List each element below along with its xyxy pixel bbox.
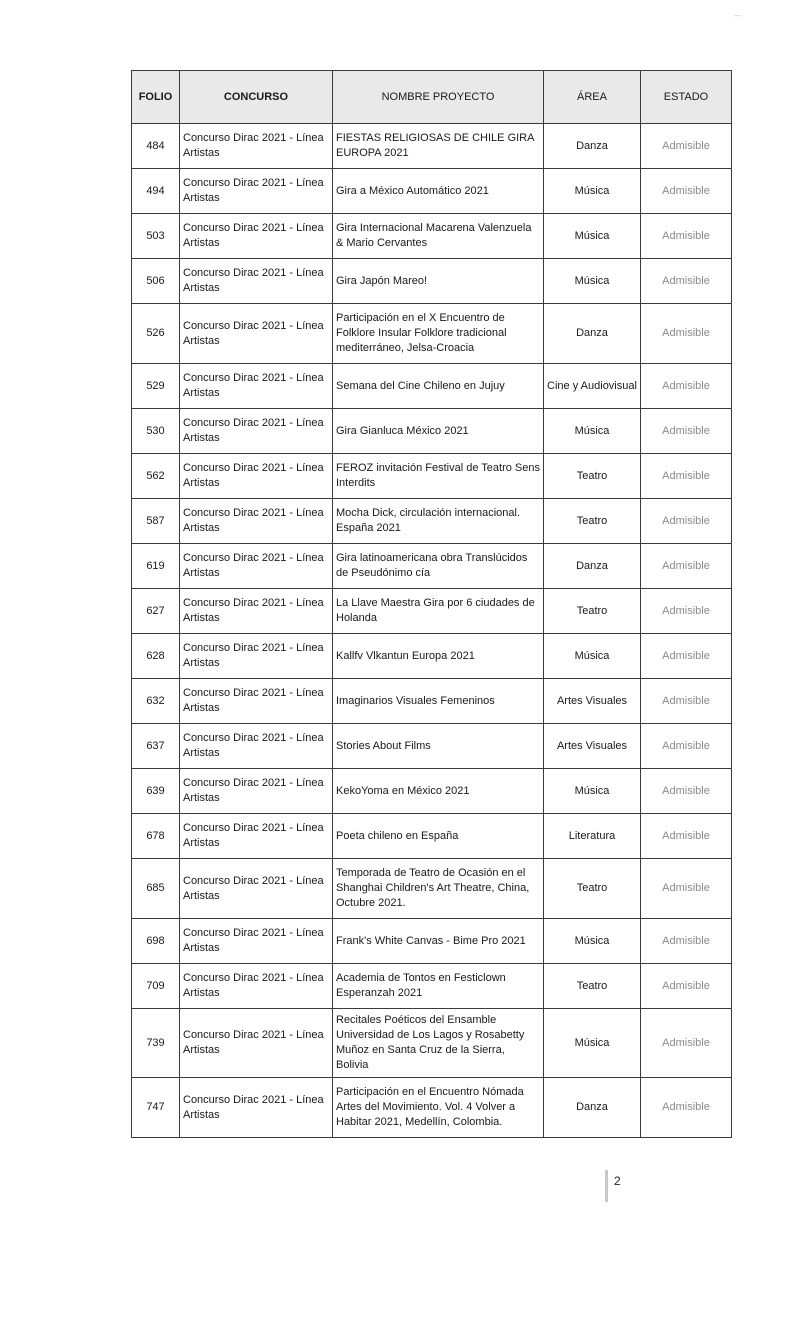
- cell-folio: 526: [132, 304, 180, 364]
- cell-estado: Admisible: [641, 1078, 732, 1138]
- cell-folio: 484: [132, 124, 180, 169]
- cell-nombre: Gira Japón Mareo!: [333, 259, 544, 304]
- cell-concurso: Concurso Dirac 2021 - Línea Artistas: [180, 499, 333, 544]
- table-row: [132, 454, 732, 499]
- page-number: 2: [614, 1174, 621, 1188]
- cell-estado: Admisible: [641, 124, 732, 169]
- cell-concurso: Concurso Dirac 2021 - Línea Artistas: [180, 1009, 333, 1078]
- cell-area: Música: [544, 409, 641, 454]
- cell-area: Danza: [544, 1078, 641, 1138]
- cell-concurso: Concurso Dirac 2021 - Línea Artistas: [180, 544, 333, 589]
- cell-nombre: Gira a México Automático 2021: [333, 169, 544, 214]
- header-nombre-proyecto: NOMBRE PROYECTO: [333, 71, 544, 124]
- cell-estado: Admisible: [641, 1009, 732, 1078]
- cell-concurso: Concurso Dirac 2021 - Línea Artistas: [180, 814, 333, 859]
- cell-nombre: KekoYoma en México 2021: [333, 769, 544, 814]
- cell-folio: 619: [132, 544, 180, 589]
- table-row: [132, 499, 732, 544]
- cell-area: Música: [544, 259, 641, 304]
- cell-nombre: Poeta chileno en España: [333, 814, 544, 859]
- cell-area: Teatro: [544, 589, 641, 634]
- cell-concurso: Concurso Dirac 2021 - Línea Artistas: [180, 919, 333, 964]
- cell-nombre: Participación en el X Encuentro de Folklore Insular Folklore tradicional mediterráneo, Jelsa-Croacia: [333, 304, 544, 364]
- cell-concurso: Concurso Dirac 2021 - Línea Artistas: [180, 169, 333, 214]
- table-row: [132, 544, 732, 589]
- cell-folio: 587: [132, 499, 180, 544]
- cell-estado: Admisible: [641, 544, 732, 589]
- cell-estado: Admisible: [641, 769, 732, 814]
- cell-nombre: Academia de Tontos en Festiclown Esperanzah 2021: [333, 964, 544, 1009]
- table-row: [132, 214, 732, 259]
- table-row: [132, 409, 732, 454]
- cell-estado: Admisible: [641, 814, 732, 859]
- cell-concurso: Concurso Dirac 2021 - Línea Artistas: [180, 454, 333, 499]
- cell-nombre: FIESTAS RELIGIOSAS DE CHILE GIRA EUROPA 2021: [333, 124, 544, 169]
- cell-concurso: Concurso Dirac 2021 - Línea Artistas: [180, 364, 333, 409]
- cell-area: Cine y Audiovisual: [544, 364, 641, 409]
- cell-area: Artes Visuales: [544, 679, 641, 724]
- header-area: ÁREA: [544, 71, 641, 124]
- cell-folio: 678: [132, 814, 180, 859]
- cell-area: Música: [544, 1009, 641, 1078]
- cell-concurso: Concurso Dirac 2021 - Línea Artistas: [180, 769, 333, 814]
- page-number-divider: [605, 1170, 608, 1202]
- cell-nombre: Imaginarios Visuales Femeninos: [333, 679, 544, 724]
- cell-nombre: Temporada de Teatro de Ocasión en el Shanghai Children's Art Theatre, China, Octubre 2021.: [333, 859, 544, 919]
- cell-folio: 739: [132, 1009, 180, 1078]
- cell-estado: Admisible: [641, 589, 732, 634]
- table-row: [132, 1078, 732, 1138]
- cell-estado: Admisible: [641, 259, 732, 304]
- cell-nombre: Kallfv Vlkantun Europa 2021: [333, 634, 544, 679]
- header-estado: ESTADO: [641, 71, 732, 124]
- cell-nombre: Gira Internacional Macarena Valenzuela & Mario Cervantes: [333, 214, 544, 259]
- cell-estado: Admisible: [641, 454, 732, 499]
- cell-estado: Admisible: [641, 499, 732, 544]
- cell-folio: 562: [132, 454, 180, 499]
- cell-folio: 494: [132, 169, 180, 214]
- table-row: [132, 724, 732, 769]
- cell-nombre: Mocha Dick, circulación internacional. España 2021: [333, 499, 544, 544]
- cell-concurso: Concurso Dirac 2021 - Línea Artistas: [180, 304, 333, 364]
- cell-estado: Admisible: [641, 859, 732, 919]
- cell-area: Danza: [544, 544, 641, 589]
- cell-concurso: Concurso Dirac 2021 - Línea Artistas: [180, 124, 333, 169]
- cell-folio: 628: [132, 634, 180, 679]
- cell-estado: Admisible: [641, 169, 732, 214]
- table-row: [132, 859, 732, 919]
- cell-area: Artes Visuales: [544, 724, 641, 769]
- table-row: [132, 364, 732, 409]
- cell-area: Música: [544, 634, 641, 679]
- cell-area: Música: [544, 919, 641, 964]
- table-header-row: [132, 71, 732, 124]
- cell-estado: Admisible: [641, 214, 732, 259]
- cell-area: Teatro: [544, 454, 641, 499]
- cell-concurso: Concurso Dirac 2021 - Línea Artistas: [180, 409, 333, 454]
- cell-folio: 627: [132, 589, 180, 634]
- cell-nombre: Gira latinoamericana obra Translúcidos de Pseudónimo cía: [333, 544, 544, 589]
- header-folio: FOLIO: [132, 71, 180, 124]
- cell-area: Música: [544, 214, 641, 259]
- cell-nombre: Participación en el Encuentro Nómada Artes del Movimiento. Vol. 4 Volver a Habitar 2021, Medellín, Colombia.: [333, 1078, 544, 1138]
- cell-folio: 530: [132, 409, 180, 454]
- cell-folio: 709: [132, 964, 180, 1009]
- cell-estado: Admisible: [641, 964, 732, 1009]
- cell-concurso: Concurso Dirac 2021 - Línea Artistas: [180, 859, 333, 919]
- table-row: [132, 634, 732, 679]
- table-row: [132, 1009, 732, 1078]
- cell-concurso: Concurso Dirac 2021 - Línea Artistas: [180, 634, 333, 679]
- cell-concurso: Concurso Dirac 2021 - Línea Artistas: [180, 589, 333, 634]
- cell-folio: 747: [132, 1078, 180, 1138]
- cell-folio: 698: [132, 919, 180, 964]
- table-row: [132, 259, 732, 304]
- cell-nombre: Recitales Poéticos del Ensamble Universidad de Los Lagos y Rosabetty Muñoz en Santa Cruz de la Sierra, Bolivia: [333, 1009, 544, 1078]
- cell-area: Teatro: [544, 499, 641, 544]
- cell-folio: 503: [132, 214, 180, 259]
- table-row: [132, 964, 732, 1009]
- cell-folio: 639: [132, 769, 180, 814]
- cell-concurso: Concurso Dirac 2021 - Línea Artistas: [180, 259, 333, 304]
- cell-concurso: Concurso Dirac 2021 - Línea Artistas: [180, 724, 333, 769]
- cell-estado: Admisible: [641, 364, 732, 409]
- cell-area: Música: [544, 169, 641, 214]
- cell-area: Teatro: [544, 859, 641, 919]
- table-row: [132, 589, 732, 634]
- results-table: [131, 70, 732, 1138]
- table-row: [132, 769, 732, 814]
- table-row: [132, 919, 732, 964]
- cell-nombre: Stories About Films: [333, 724, 544, 769]
- cell-nombre: Semana del Cine Chileno en Jujuy: [333, 364, 544, 409]
- cell-area: Música: [544, 769, 641, 814]
- cell-nombre: FEROZ invitación Festival de Teatro Sens Interdits: [333, 454, 544, 499]
- cell-nombre: Frank's White Canvas - Bime Pro 2021: [333, 919, 544, 964]
- cell-concurso: Concurso Dirac 2021 - Línea Artistas: [180, 964, 333, 1009]
- cell-estado: Admisible: [641, 724, 732, 769]
- scan-artifact: ⁔: [734, 6, 742, 16]
- cell-folio: 637: [132, 724, 180, 769]
- cell-estado: Admisible: [641, 679, 732, 724]
- cell-folio: 506: [132, 259, 180, 304]
- cell-concurso: Concurso Dirac 2021 - Línea Artistas: [180, 679, 333, 724]
- cell-concurso: Concurso Dirac 2021 - Línea Artistas: [180, 1078, 333, 1138]
- cell-estado: Admisible: [641, 634, 732, 679]
- cell-folio: 529: [132, 364, 180, 409]
- cell-area: Literatura: [544, 814, 641, 859]
- table-row: [132, 169, 732, 214]
- cell-folio: 685: [132, 859, 180, 919]
- cell-area: Teatro: [544, 964, 641, 1009]
- header-concurso: CONCURSO: [180, 71, 333, 124]
- cell-area: Danza: [544, 304, 641, 364]
- cell-estado: Admisible: [641, 304, 732, 364]
- table-row: [132, 814, 732, 859]
- table-row: [132, 304, 732, 364]
- table-row: [132, 679, 732, 724]
- table-row: [132, 124, 732, 169]
- cell-folio: 632: [132, 679, 180, 724]
- cell-nombre: Gira Gianluca México 2021: [333, 409, 544, 454]
- cell-estado: Admisible: [641, 919, 732, 964]
- cell-area: Danza: [544, 124, 641, 169]
- cell-nombre: La Llave Maestra Gira por 6 ciudades de Holanda: [333, 589, 544, 634]
- cell-concurso: Concurso Dirac 2021 - Línea Artistas: [180, 214, 333, 259]
- cell-estado: Admisible: [641, 409, 732, 454]
